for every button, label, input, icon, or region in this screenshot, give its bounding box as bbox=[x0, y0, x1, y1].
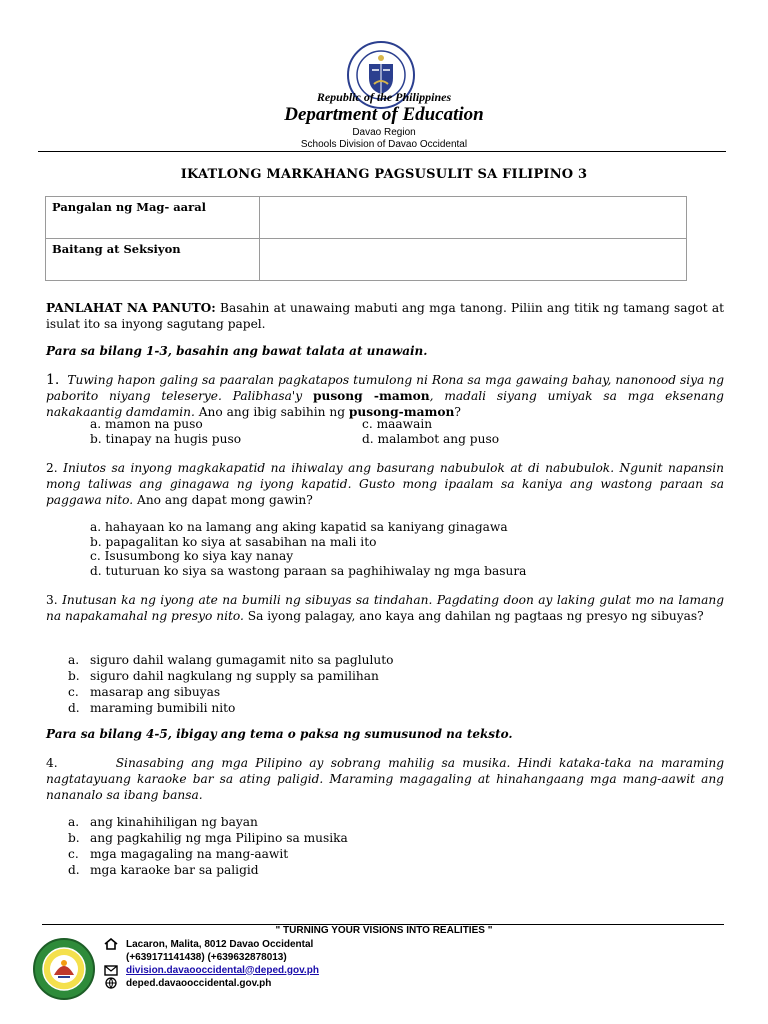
list-item: b. ang pagkahilig ng mga Pilipino sa musika bbox=[68, 831, 348, 845]
question-4 bbox=[46, 755, 724, 803]
list-item: c. mga magagaling na mang-aawit bbox=[68, 847, 289, 861]
q1-option-b: b. tinapay na hugis puso bbox=[90, 432, 242, 446]
footer-phone: (+639171141438) (+639632878013) bbox=[126, 951, 287, 963]
section-1-instruction: Para sa bilang 1-3, basahin ang bawat talata at unawain. bbox=[46, 344, 428, 358]
footer-website-row bbox=[104, 977, 271, 989]
list-item: b. siguro dahil nagkulang ng supply sa pamilihan bbox=[68, 669, 379, 683]
department-title: Department of Education bbox=[284, 104, 484, 125]
globe-icon bbox=[104, 977, 118, 989]
q1-qmark: ? bbox=[454, 405, 461, 419]
name-field[interactable] bbox=[260, 197, 687, 239]
list-item: d. maraming bumibili nito bbox=[68, 701, 236, 715]
q2-option-a: a. hahayaan ko na lamang ang aking kapatid sa kaniyang ginagawa bbox=[90, 520, 508, 534]
section-2-instruction: Para sa bilang 4-5, ibigay ang tema o paksa ng sumusunod na teksto. bbox=[46, 727, 513, 741]
q1-option-d: d. malambot ang puso bbox=[362, 432, 500, 446]
q3-options bbox=[68, 652, 393, 716]
name-label: Pangalan ng Mag- aaral bbox=[46, 197, 260, 239]
q2-number: 2. bbox=[46, 461, 58, 475]
q2-text: Iniutos sa inyong magkakapatid na ihiwalay ang basurang nabubulok at di nabubulok. Ngunit napansin mong taliwas ang ginagawa ng iyong kapatid. Gusto mong ipaalam sa kaniya ang wastong paraan sa paggawa nito. bbox=[46, 461, 724, 507]
q3-text: Inutusan ka ng iyong ate na bumili ng sibuyas sa tindahan. Pagdating doon ay laking gulat mo na lamang na napakamahal ng presyo nito. bbox=[46, 593, 724, 623]
q4-text: Sinasabing ang mga Pilipino ay sobrang mahilig sa musika. Hindi kataka-taka na maraming nagtatayuang karaoke bar sa ating paligid. Maraming magagaling at hinahangaang mga mang-aawit ang nananalo sa ibang bansa. bbox=[46, 756, 725, 802]
question-1 bbox=[46, 372, 724, 420]
phone-icon bbox=[104, 951, 118, 963]
email-icon bbox=[104, 964, 118, 976]
q2-option-d: d. tuturuan ko siya sa wastong paraan sa paghihiwalay ng mga basura bbox=[90, 564, 527, 578]
instructions-label: PANLAHAT NA PANUTO: bbox=[46, 301, 216, 315]
instructions-text: Basahin at unawaing mabuti ang mga tanong. Piliin ang titik ng tamang sagot at isulat ito sa inyong sagutang papel. bbox=[46, 301, 725, 331]
q3-question: Sa iyong palagay, ano kaya ang dahilan ng pagtaas ng presyo ng sibuyas? bbox=[243, 609, 704, 623]
q4-number: 4. bbox=[46, 756, 58, 770]
q2-option-c: c. Isusumbong ko siya kay nanay bbox=[90, 549, 294, 563]
footer-website[interactable]: deped.davaooccidental.gov.ph bbox=[126, 977, 272, 989]
header-divider bbox=[38, 151, 726, 152]
division-text: Schools Division of Davao Occidental bbox=[300, 139, 468, 150]
general-instructions bbox=[46, 300, 724, 332]
q1-number: 1. bbox=[46, 372, 60, 388]
list-item: d. mga karaoke bar sa paligid bbox=[68, 863, 259, 877]
footer-email-link[interactable]: division.davaooccidental@deped.gov.ph bbox=[126, 964, 319, 976]
question-2 bbox=[46, 460, 724, 508]
q3-number: 3. bbox=[46, 593, 58, 607]
list-item: a. ang kinahihiligan ng bayan bbox=[68, 815, 258, 829]
q1-text-b: , madali siyang umiyak sa mga eksenang nakakaantig damdamin. bbox=[46, 389, 724, 419]
q1-question: Ano ang ibig sabihin ng bbox=[194, 405, 349, 419]
grade-section-field[interactable] bbox=[260, 239, 687, 281]
q2-option-b: b. papagalitan ko siya at sasabihan na mali ito bbox=[90, 535, 377, 549]
q2-question: Ano ang dapat mong gawin? bbox=[133, 493, 313, 507]
republic-text: Republic of the Philippines bbox=[316, 90, 452, 104]
region-text: Davao Region bbox=[352, 127, 416, 138]
division-seal-logo bbox=[32, 937, 96, 1001]
q1-option-a: a. mamon na puso bbox=[90, 417, 203, 431]
q1-bold-b: pusong-mamon bbox=[348, 405, 455, 419]
q1-option-c: c. maawain bbox=[362, 417, 433, 431]
question-3 bbox=[46, 592, 724, 624]
footer-motto: " TURNING YOUR VISIONS INTO REALITIES " bbox=[275, 925, 493, 936]
list-item: a. siguro dahil walang gumagamit nito sa pagluluto bbox=[68, 653, 394, 667]
footer-address: Lacaron, Malita, 8012 Davao Occidental bbox=[126, 938, 314, 950]
student-info-table bbox=[45, 196, 687, 281]
exam-title: IKATLONG MARKAHANG PAGSUSULIT SA FILIPINO 3 bbox=[180, 167, 588, 182]
q4-options bbox=[68, 814, 348, 878]
list-item: c. masarap ang sibuyas bbox=[68, 685, 221, 699]
footer-phone-row bbox=[104, 951, 287, 963]
home-icon bbox=[104, 938, 118, 950]
q1-text-a: Tuwing hapon galing sa paaralan pagkatapos tumulong ni Rona sa mga gawaing bahay, nanonood siya ng paborito niyang teleserye. Palibhasa'y bbox=[46, 373, 724, 403]
grade-section-label: Baitang at Seksiyon bbox=[46, 239, 260, 281]
footer-address-row bbox=[104, 938, 313, 950]
footer-email-row bbox=[104, 964, 319, 976]
q1-bold-a: pusong -mamon bbox=[312, 389, 430, 403]
